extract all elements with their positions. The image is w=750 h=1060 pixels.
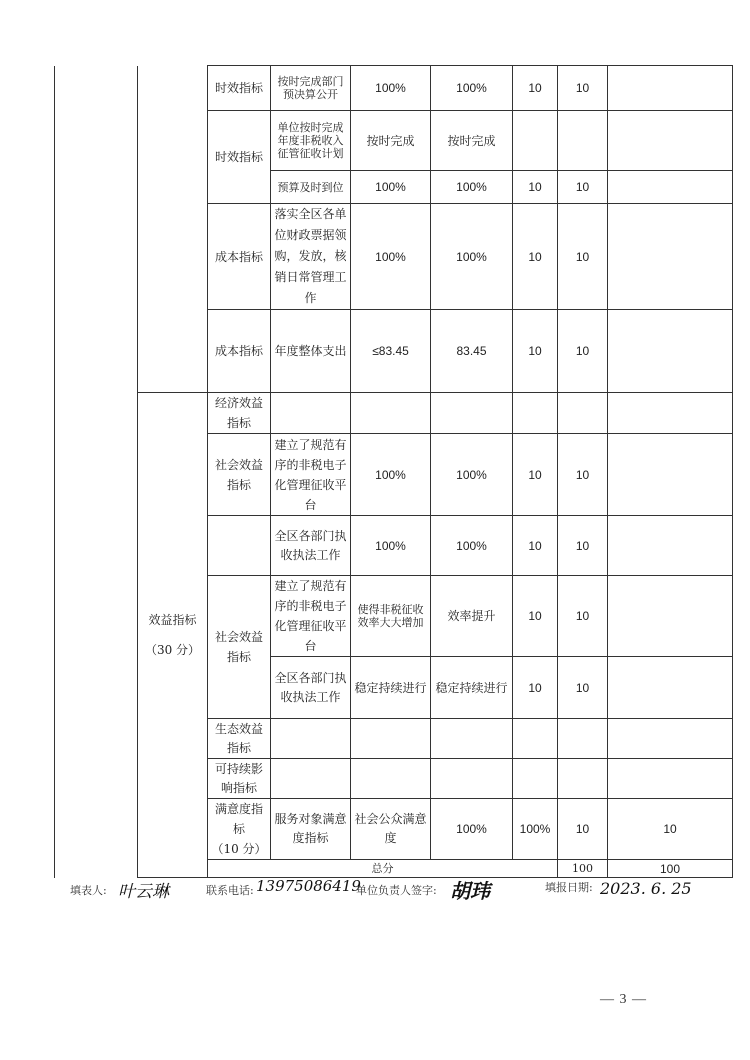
target-value: 100% <box>351 434 431 516</box>
remark-cell <box>608 759 733 799</box>
total-label: 总分 <box>208 860 558 878</box>
first-level-cell <box>55 66 138 878</box>
filler-label: 填表人: <box>70 884 107 897</box>
group-benefit-label: 效益指标 <box>148 613 197 627</box>
head-signature: 胡玮 <box>450 879 490 903</box>
target-value: 100% <box>431 799 513 860</box>
score-value: 10 <box>608 799 733 860</box>
indicator-name: 建立了规范有序的非税电子化管理征收平台 <box>271 434 351 516</box>
score-value: 10 <box>558 310 608 393</box>
sub-indicator: 经济效益指标 <box>208 393 271 434</box>
filler-signature: 叶云琳 <box>118 882 169 902</box>
weight-value: 10 <box>513 171 558 204</box>
actual-value: 83.45 <box>431 310 513 393</box>
score-value <box>558 759 608 799</box>
actual-value: 100% <box>431 66 513 111</box>
weight-value <box>513 719 558 759</box>
sub-indicator: 可持续影响指标 <box>208 759 271 799</box>
actual-value: 100% <box>513 799 558 860</box>
remark-cell <box>608 171 733 204</box>
target-value: ≤83.45 <box>351 310 431 393</box>
weight-value: 10 <box>513 576 558 657</box>
indicator-name <box>271 759 351 799</box>
weight-value: 10 <box>558 799 608 860</box>
target-value: 100% <box>351 204 431 310</box>
remark-cell <box>608 393 733 434</box>
total-weight: 100 <box>558 860 608 878</box>
weight-value <box>513 393 558 434</box>
page-number: — 3 — <box>600 992 647 1007</box>
remark-cell <box>608 719 733 759</box>
actual-value: 按时完成 <box>431 111 513 171</box>
indicator-name: 全区各部门执收执法工作 <box>271 657 351 719</box>
remark-cell <box>608 576 733 657</box>
score-value <box>558 393 608 434</box>
score-value: 10 <box>558 657 608 719</box>
sub-indicator: 时效指标 <box>208 111 271 204</box>
date-value: 2023. 6. 25 <box>600 879 692 898</box>
sub-indicator: 时效指标 <box>208 66 271 111</box>
actual-value: 100% <box>431 171 513 204</box>
weight-value: 10 <box>513 434 558 516</box>
weight-value: 10 <box>513 657 558 719</box>
actual-value: 效率提升 <box>431 576 513 657</box>
signature-footer <box>70 878 710 908</box>
indicator-name: 按时完成部门预决算公开 <box>271 66 351 111</box>
sub-indicator: 成本指标 <box>208 310 271 393</box>
indicator-name <box>271 393 351 434</box>
target-value: 稳定持续进行 <box>351 657 431 719</box>
score-value: 10 <box>558 66 608 111</box>
phone-value: 13975086419 <box>256 877 361 895</box>
target-value: 100% <box>351 171 431 204</box>
group-satisfaction <box>208 799 271 860</box>
remark-cell <box>608 310 733 393</box>
weight-value: 10 <box>513 66 558 111</box>
target-value: 100% <box>351 66 431 111</box>
actual-value: 100% <box>431 516 513 576</box>
score-value: 10 <box>558 434 608 516</box>
indicator-name <box>271 719 351 759</box>
indicator-name: 全区各部门执收执法工作 <box>271 516 351 576</box>
sub-indicator: 社会效益指标 <box>208 576 271 719</box>
total-score: 100 <box>608 860 733 878</box>
group-benefit-points: （30 分） <box>144 643 201 657</box>
sub-indicator: 生态效益指标 <box>208 719 271 759</box>
weight-value <box>513 759 558 799</box>
weight-value: 10 <box>513 310 558 393</box>
group-satisfaction-points: （10 分） <box>211 842 267 856</box>
remark-cell <box>608 434 733 516</box>
weight-value: 10 <box>513 204 558 310</box>
sub-indicator: 社会效益指标 <box>208 434 271 516</box>
weight-value <box>513 111 558 171</box>
target-value: 100% <box>351 516 431 576</box>
remark-cell <box>608 516 733 576</box>
actual-value: 100% <box>431 434 513 516</box>
indicator-name: 单位按时完成年度非税收入征管征收计划 <box>271 111 351 171</box>
indicator-name: 预算及时到位 <box>271 171 351 204</box>
target-value <box>351 759 431 799</box>
score-value: 10 <box>558 204 608 310</box>
actual-value <box>431 393 513 434</box>
actual-value: 稳定持续进行 <box>431 657 513 719</box>
head-label: 单位负责人签字: <box>356 884 437 897</box>
score-value: 10 <box>558 171 608 204</box>
date-label: 填报日期: <box>545 881 593 894</box>
actual-value <box>431 719 513 759</box>
target-value <box>351 719 431 759</box>
phone-label: 联系电话: <box>206 884 254 897</box>
indicator-name: 落实全区各单位财政票据领购，发放，核销日常管理工作 <box>271 204 351 310</box>
score-value: 10 <box>558 516 608 576</box>
second-level-cell <box>138 66 208 393</box>
indicator-name: 年度整体支出 <box>271 310 351 393</box>
group-satisfaction-label: 满意度指标 <box>214 802 263 836</box>
remark-cell <box>608 657 733 719</box>
sub-indicator: 服务对象满意度指标 <box>271 799 351 860</box>
score-value <box>558 111 608 171</box>
score-value <box>558 719 608 759</box>
target-value: 使得非税征收效率大大增加 <box>351 576 431 657</box>
performance-table <box>54 65 733 878</box>
indicator-name: 社会公众满意度 <box>351 799 431 860</box>
remark-cell <box>608 66 733 111</box>
indicator-name: 建立了规范有序的非税电子化管理征收平台 <box>271 576 351 657</box>
score-value: 10 <box>558 576 608 657</box>
sub-indicator <box>208 516 271 576</box>
group-benefit <box>138 393 208 878</box>
actual-value: 100% <box>431 204 513 310</box>
target-value: 按时完成 <box>351 111 431 171</box>
weight-value: 10 <box>513 516 558 576</box>
sub-indicator: 成本指标 <box>208 204 271 310</box>
remark-cell <box>608 111 733 171</box>
remark-cell <box>608 204 733 310</box>
actual-value <box>431 759 513 799</box>
target-value <box>351 393 431 434</box>
